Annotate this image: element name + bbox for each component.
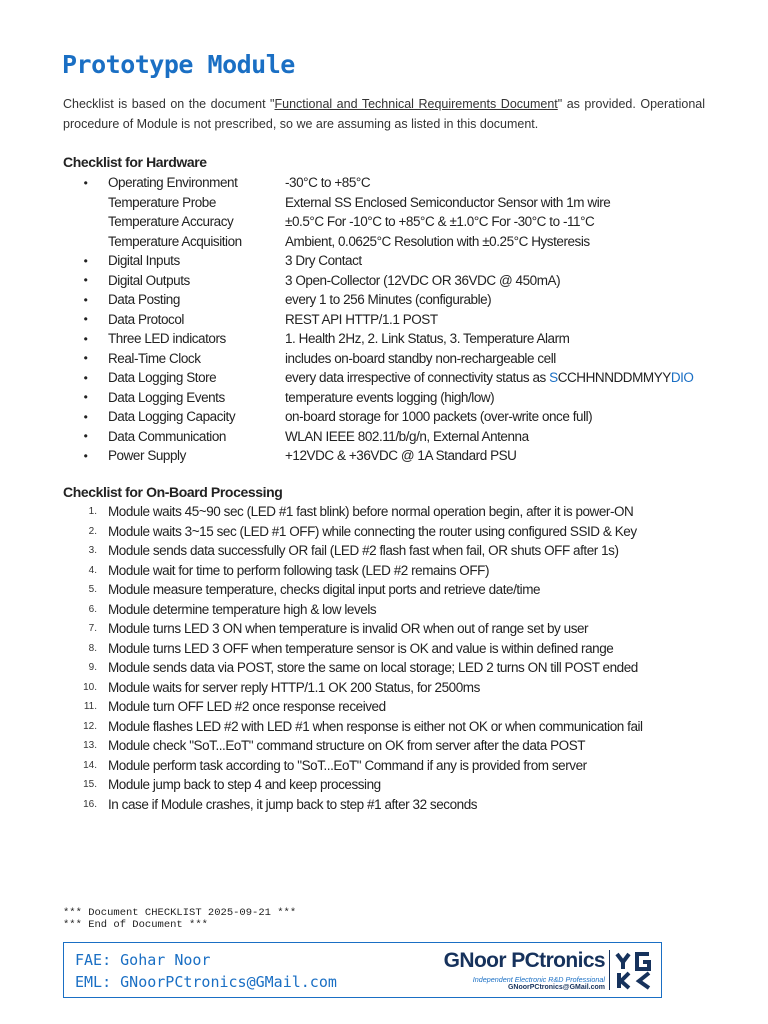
bullet-marker: •: [83, 370, 88, 385]
processing-step: [63, 697, 713, 717]
format-code-end: DIO: [670, 370, 694, 386]
hardware-label: Power Supply: [108, 448, 186, 464]
hardware-heading: Checklist for Hardware: [63, 154, 207, 170]
hardware-value: [285, 312, 713, 327]
processing-step: [63, 502, 713, 522]
processing-step: [63, 561, 713, 581]
hardware-label: Data Logging Store: [108, 370, 217, 386]
hardware-value: [285, 292, 713, 307]
hardware-row: [63, 173, 713, 193]
hardware-value: [285, 429, 713, 444]
brand-logo-icon: [615, 951, 653, 991]
hardware-value: [285, 234, 713, 249]
step-text: Module waits 3~15 sec (LED #1 OFF) while connecting the router using configured SSID & Key: [108, 523, 637, 539]
hardware-value: [285, 214, 713, 229]
hardware-value-text: External SS Enclosed Semiconductor Sensor with 1m wire: [285, 194, 611, 210]
document-page: [63, 48, 705, 134]
intro-text-start: Checklist is based on the document ": [63, 97, 275, 111]
hardware-row: [63, 388, 713, 408]
footer-line-1: *** Document CHECKLIST 2025-09-21 ***: [63, 907, 297, 919]
contact-box: [63, 942, 662, 998]
bullet-marker: •: [83, 429, 88, 444]
step-number: 14.: [83, 759, 97, 771]
hardware-label: Data Communication: [108, 428, 226, 444]
bullet-marker: •: [83, 175, 88, 190]
processing-heading: Checklist for On-Board Processing: [63, 484, 283, 500]
hardware-row: [63, 446, 713, 466]
intro-paragraph: [63, 94, 705, 134]
hardware-row: [63, 193, 713, 213]
step-number: 16.: [83, 798, 97, 810]
bullet-marker: •: [83, 273, 88, 288]
hardware-value-text: includes on-board standby non-rechargeable cell: [285, 350, 556, 366]
step-text: Module measure temperature, checks digital input ports and retrieve date/time: [108, 582, 541, 598]
step-text: In case if Module crashes, it jump back to step #1 after 32 seconds: [108, 796, 478, 812]
step-text: Module sends data successfully OR fail (LED #2 flash fast when fail, OR shuts OFF after 1s): [108, 543, 619, 559]
bullet-marker: •: [83, 351, 88, 366]
hardware-row: [63, 427, 713, 447]
hardware-value-text: temperature events logging (high/low): [285, 389, 495, 405]
hardware-value: [285, 273, 713, 288]
step-number: 12.: [83, 720, 97, 732]
processing-checklist: [63, 502, 713, 814]
hardware-value-text: Ambient, 0.0625°C Resolution with ±0.25°C Hysteresis: [285, 233, 590, 249]
hardware-label: Digital Inputs: [108, 253, 180, 269]
hardware-value-text: 3 Dry Contact: [285, 253, 362, 269]
hardware-row: [63, 290, 713, 310]
processing-step: [63, 775, 713, 795]
hardware-label: Digital Outputs: [108, 272, 190, 288]
hardware-row: [63, 407, 713, 427]
hardware-label: Data Logging Events: [108, 389, 225, 405]
hardware-label: Operating Environment: [108, 175, 238, 191]
hardware-row: [63, 310, 713, 330]
processing-step: [63, 756, 713, 776]
step-text: Module check "SoT...EoT" command structure on OK from server after the data POST: [108, 738, 586, 754]
processing-step: [63, 541, 713, 561]
bullet-marker: •: [83, 312, 88, 327]
hardware-value-text: 3 Open-Collector (12VDC OR 36VDC @ 450mA): [285, 272, 561, 288]
hardware-label: Data Logging Capacity: [108, 409, 236, 425]
page-title: Prototype Module: [62, 50, 295, 79]
hardware-row: [63, 368, 713, 388]
hardware-checklist: [63, 173, 713, 466]
brand-name: GNoor PCtronics: [443, 949, 605, 972]
processing-step: [63, 795, 713, 815]
hardware-value: [285, 175, 713, 190]
hardware-value-text: every 1 to 256 Minutes (configurable): [285, 292, 492, 308]
step-number: 1.: [88, 506, 97, 518]
bullet-marker: •: [83, 292, 88, 307]
hardware-value-text: ±0.5°C For -10°C to +85°C & ±1.0°C For -30°C to -11°C: [285, 214, 595, 230]
step-text: Module wait for time to perform following task (LED #2 remains OFF): [108, 562, 489, 578]
processing-step: [63, 619, 713, 639]
step-text: Module determine temperature high & low levels: [108, 601, 377, 617]
processing-step: [63, 580, 713, 600]
step-number: 13.: [83, 740, 97, 752]
hardware-value-text: 1. Health 2Hz, 2. Link Status, 3. Temperature Alarm: [285, 331, 570, 347]
hardware-label: Real-Time Clock: [108, 350, 201, 366]
processing-step: [63, 639, 713, 659]
step-number: 6.: [88, 603, 97, 615]
hardware-value-text: WLAN IEEE 802.11/b/g/n, External Antenna: [285, 428, 529, 444]
hardware-value: [285, 370, 713, 385]
step-text: Module waits for server reply HTTP/1.1 OK 200 Status, for 2500ms: [108, 679, 480, 695]
step-number: 9.: [88, 662, 97, 674]
bullet-marker: •: [83, 448, 88, 463]
processing-step: [63, 678, 713, 698]
hardware-row: [63, 212, 713, 232]
hardware-row: [63, 271, 713, 291]
step-number: 15.: [83, 779, 97, 791]
step-number: 3.: [88, 545, 97, 557]
hardware-value-text: -30°C to +85°C: [285, 175, 371, 191]
step-number: 2.: [88, 525, 97, 537]
step-number: 10.: [83, 681, 97, 693]
hardware-value: [285, 195, 713, 210]
hardware-value-text: REST API HTTP/1.1 POST: [285, 311, 438, 327]
hardware-value-text: +12VDC & +36VDC @ 1A Standard PSU: [285, 448, 517, 464]
hardware-label: Temperature Accuracy: [108, 214, 234, 230]
format-code-middle: CCHHNNDDMMYY: [557, 370, 671, 386]
hardware-label: Temperature Probe: [108, 194, 216, 210]
step-number: 8.: [88, 642, 97, 654]
step-number: 4.: [88, 564, 97, 576]
processing-step: [63, 658, 713, 678]
brand-email: GNoorPCtronics@GMail.com: [507, 984, 605, 991]
bullet-marker: •: [83, 390, 88, 405]
hardware-value: [285, 331, 713, 346]
document-reference-link[interactable]: Functional and Technical Requirements Document: [274, 97, 558, 111]
hardware-value: [285, 253, 713, 268]
contact-email[interactable]: EML: GNoorPCtronics@GMail.com: [75, 973, 337, 991]
hardware-value: [285, 390, 713, 405]
hardware-value-text: on-board storage for 1000 packets (over-write once full): [285, 409, 593, 425]
format-code-start: S: [549, 370, 558, 386]
step-text: Module turn OFF LED #2 once response received: [108, 699, 386, 715]
processing-step: [63, 522, 713, 542]
step-text: Module jump back to step 4 and keep processing: [108, 777, 381, 793]
footer-line-2: *** End of Document ***: [63, 919, 208, 931]
hardware-label: Data Protocol: [108, 311, 184, 327]
brand-block: [400, 949, 605, 993]
brand-tagline: Independent Electronic R&D Professional: [472, 975, 605, 984]
processing-step: [63, 717, 713, 737]
bullet-marker: •: [83, 409, 88, 424]
processing-step: [63, 736, 713, 756]
document-end-note: [63, 907, 296, 931]
hardware-value-text: every data irrespective of connectivity status as: [285, 370, 550, 386]
hardware-label: Three LED indicators: [108, 331, 226, 347]
hardware-label: Temperature Acquisition: [108, 233, 242, 249]
step-text: Module perform task according to "SoT...EoT" Command if any is provided from server: [108, 757, 587, 773]
step-text: Module turns LED 3 OFF when temperature sensor is OK and value is within defined range: [108, 640, 614, 656]
step-number: 5.: [88, 584, 97, 596]
hardware-label: Data Posting: [108, 292, 180, 308]
step-text: Module waits 45~90 sec (LED #1 fast blink) before normal operation begin, after it is power-ON: [108, 504, 634, 520]
hardware-row: [63, 349, 713, 369]
intro-text-end: " as provided. Operational procedure of Module is not prescribed, so we are assuming as listed in this document.: [63, 97, 705, 131]
bullet-marker: •: [83, 331, 88, 346]
hardware-value: [285, 448, 713, 463]
contact-fae: FAE: Gohar Noor: [75, 951, 211, 969]
hardware-value: [285, 409, 713, 424]
processing-step: [63, 600, 713, 620]
brand-divider: [609, 950, 610, 990]
hardware-value: [285, 351, 713, 366]
step-text: Module turns LED 3 ON when temperature is invalid OR when out of range set by user: [108, 621, 589, 637]
bullet-marker: •: [83, 253, 88, 268]
hardware-row: [63, 329, 713, 349]
hardware-row: [63, 251, 713, 271]
step-number: 7.: [88, 623, 97, 635]
step-text: Module sends data via POST, store the same on local storage; LED 2 turns ON till POST ended: [108, 660, 638, 676]
hardware-row: [63, 232, 713, 252]
step-text: Module flashes LED #2 with LED #1 when response is either not OK or when communication fail: [108, 718, 643, 734]
step-number: 11.: [83, 701, 97, 713]
